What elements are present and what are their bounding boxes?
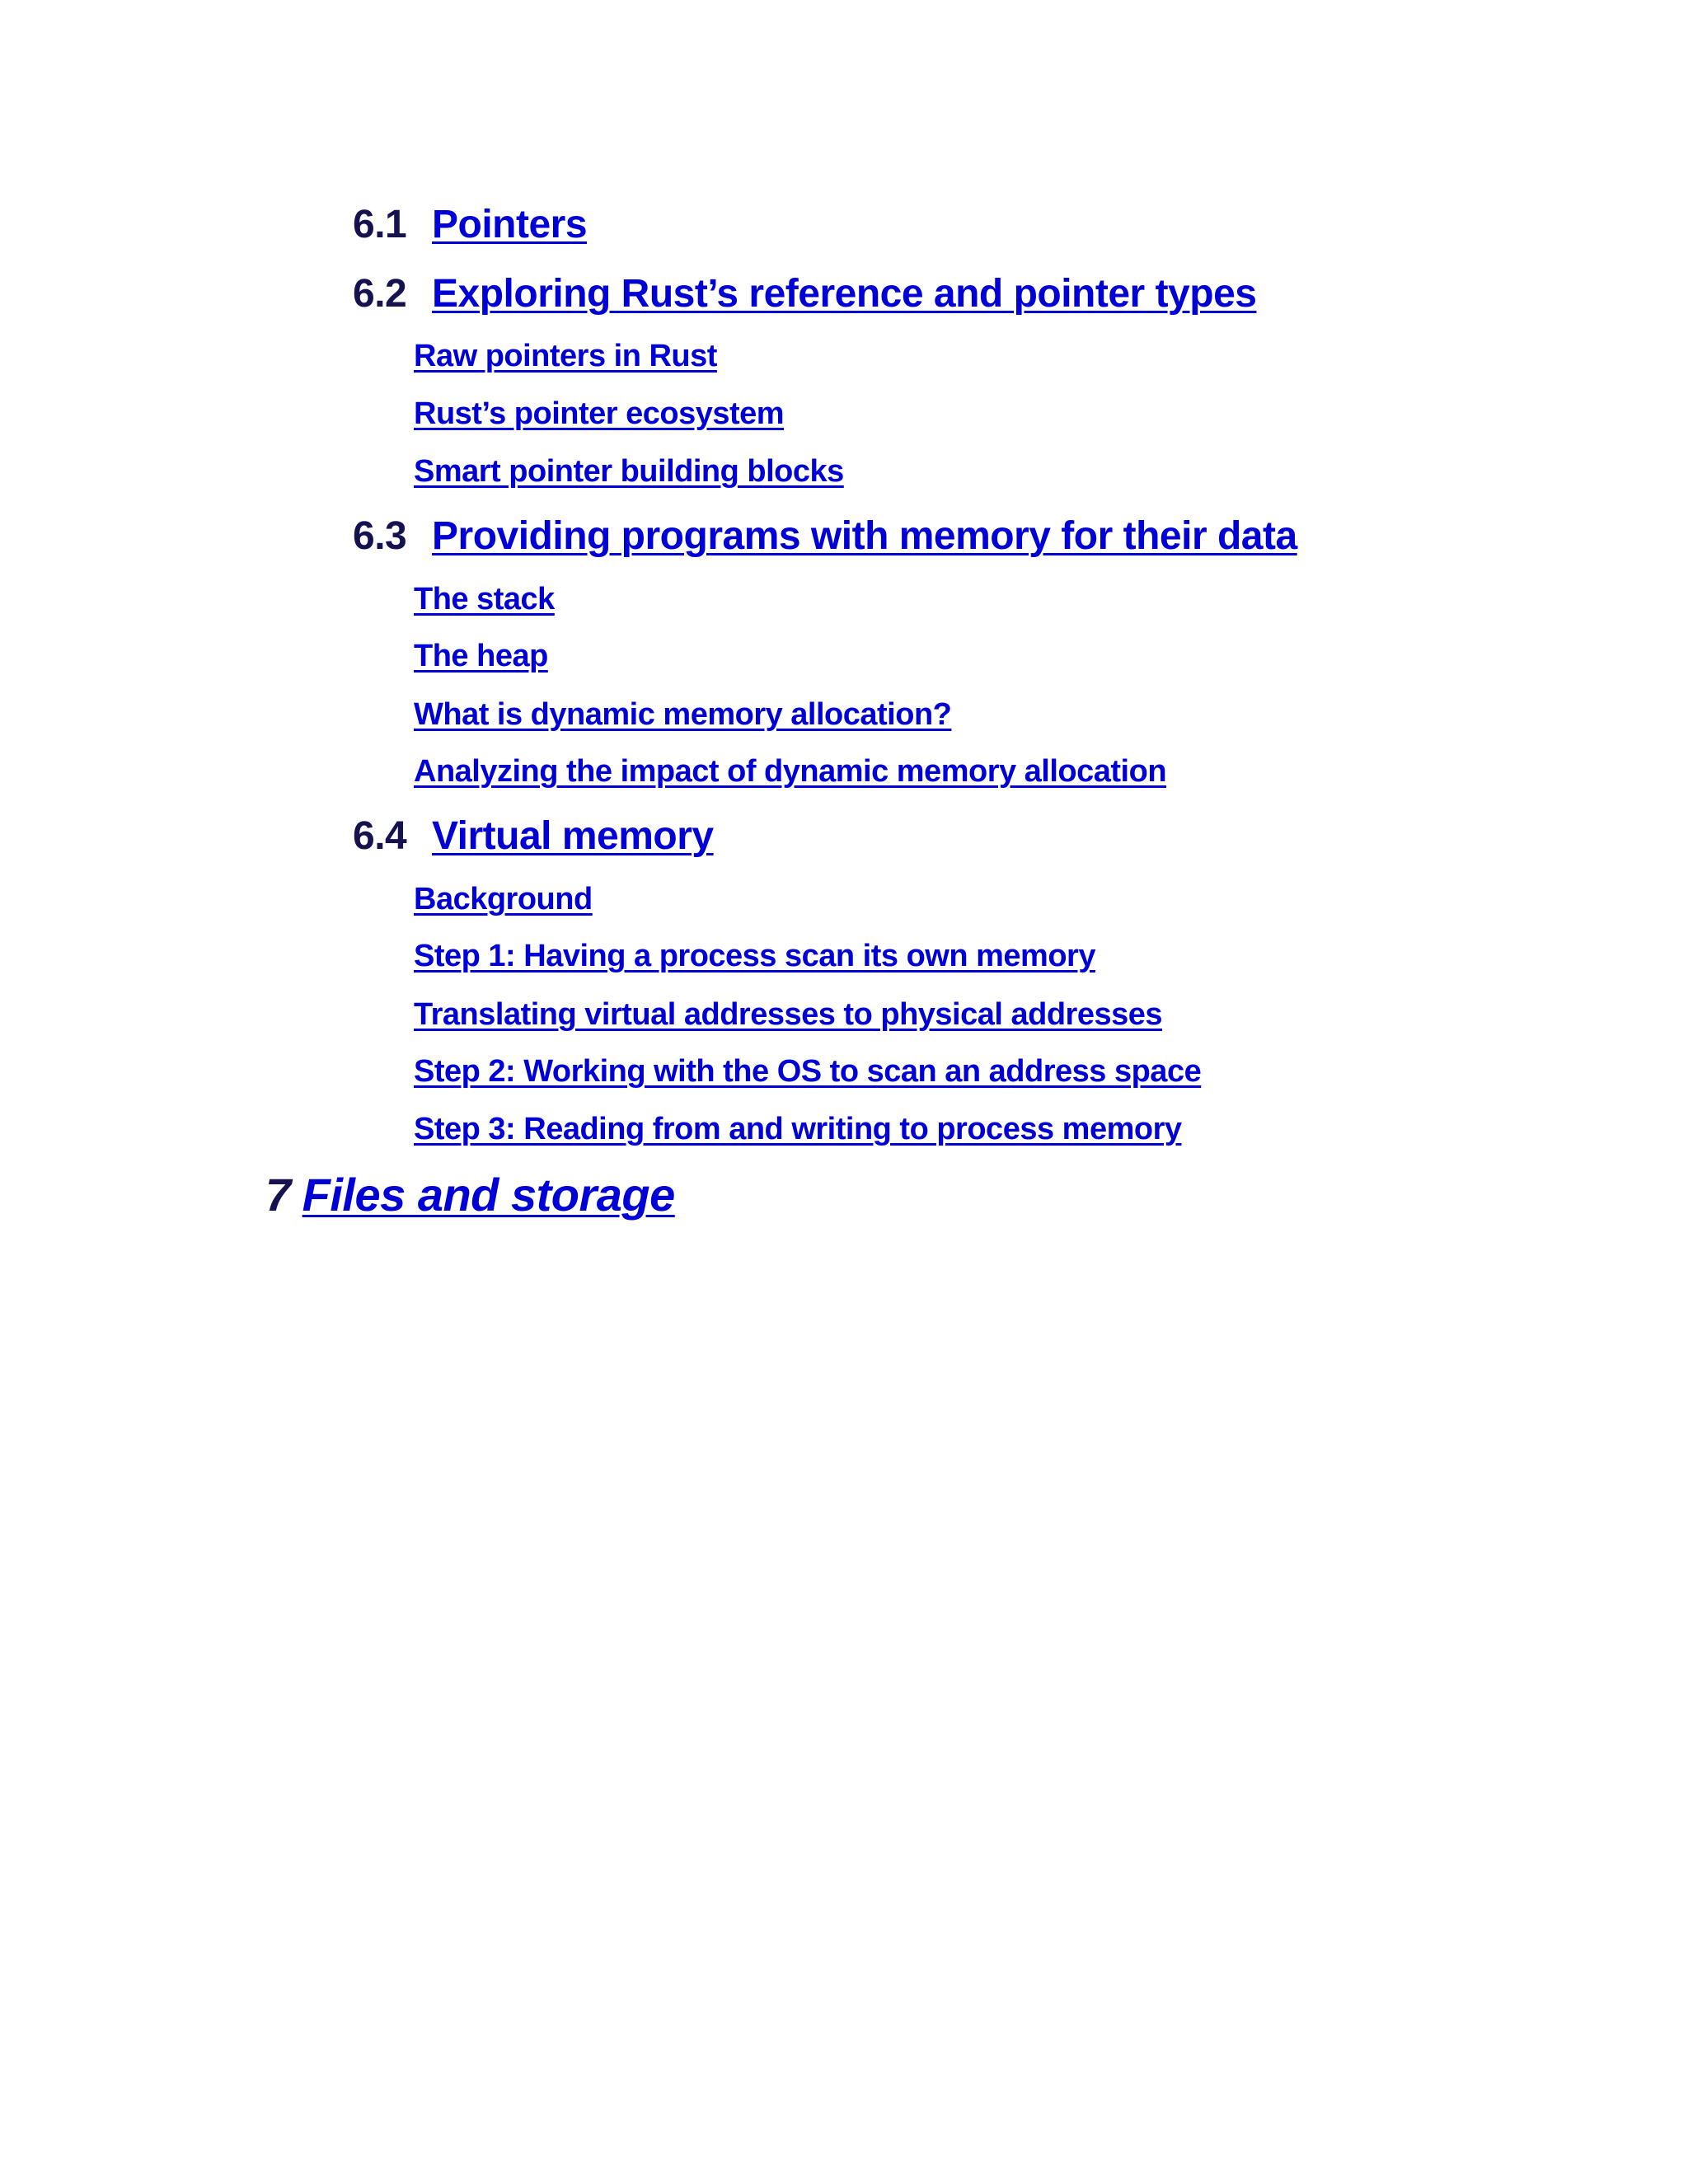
toc-link-background[interactable]: Background — [414, 882, 593, 916]
toc-subsection — [414, 635, 548, 677]
toc-chapter-7 — [265, 1166, 675, 1224]
toc-link-translating-addresses[interactable]: Translating virtual addresses to physical addresses — [414, 997, 1163, 1032]
toc-section-6-1 — [353, 200, 587, 250]
section-number: 6.2 — [353, 272, 407, 316]
toc-section-6-3 — [353, 512, 1297, 561]
toc-subsection — [414, 579, 555, 620]
toc-subsection — [414, 694, 951, 735]
toc-link-step-2[interactable]: Step 2: Working with the OS to scan an address space — [414, 1054, 1202, 1089]
toc-link-impact-dynamic-allocation[interactable]: Analyzing the impact of dynamic memory allocation — [414, 754, 1167, 789]
toc-subsection — [414, 451, 844, 492]
toc-subsection — [414, 393, 784, 434]
toc-subsection — [414, 1108, 1182, 1150]
toc-link-step-1[interactable]: Step 1: Having a process scan its own memory — [414, 939, 1095, 973]
section-number: 6.4 — [353, 814, 407, 858]
toc-link-the-heap[interactable]: The heap — [414, 639, 548, 673]
toc-section-6-4 — [353, 812, 714, 861]
chapter-number: 7 — [265, 1169, 291, 1221]
toc-link-dynamic-allocation[interactable]: What is dynamic memory allocation? — [414, 697, 952, 732]
toc-subsection — [414, 335, 717, 377]
toc-link-files-and-storage[interactable]: Files and storage — [302, 1169, 675, 1221]
toc-link-smart-pointer-blocks[interactable]: Smart pointer building blocks — [414, 454, 844, 489]
section-number: 6.1 — [353, 203, 407, 246]
section-number: 6.3 — [353, 514, 407, 558]
toc-link-step-3[interactable]: Step 3: Reading from and writing to process memory — [414, 1112, 1182, 1146]
toc-link-the-stack[interactable]: The stack — [414, 582, 555, 616]
toc-subsection — [414, 879, 593, 920]
toc-subsection — [414, 994, 1162, 1035]
toc-link-pointer-ecosystem[interactable]: Rust’s pointer ecosystem — [414, 396, 785, 431]
toc-link-virtual-memory[interactable]: Virtual memory — [432, 814, 714, 858]
toc-link-reference-pointer-types[interactable]: Exploring Rust’s reference and pointer types — [432, 272, 1257, 316]
toc-link-pointers[interactable]: Pointers — [432, 203, 588, 246]
toc-subsection — [414, 935, 1095, 977]
toc-subsection — [414, 1051, 1201, 1092]
toc-subsection — [414, 751, 1166, 792]
toc-link-providing-memory[interactable]: Providing programs with memory for their data — [432, 514, 1297, 558]
toc-link-raw-pointers[interactable]: Raw pointers in Rust — [414, 339, 717, 373]
toc-section-6-2 — [353, 269, 1256, 319]
